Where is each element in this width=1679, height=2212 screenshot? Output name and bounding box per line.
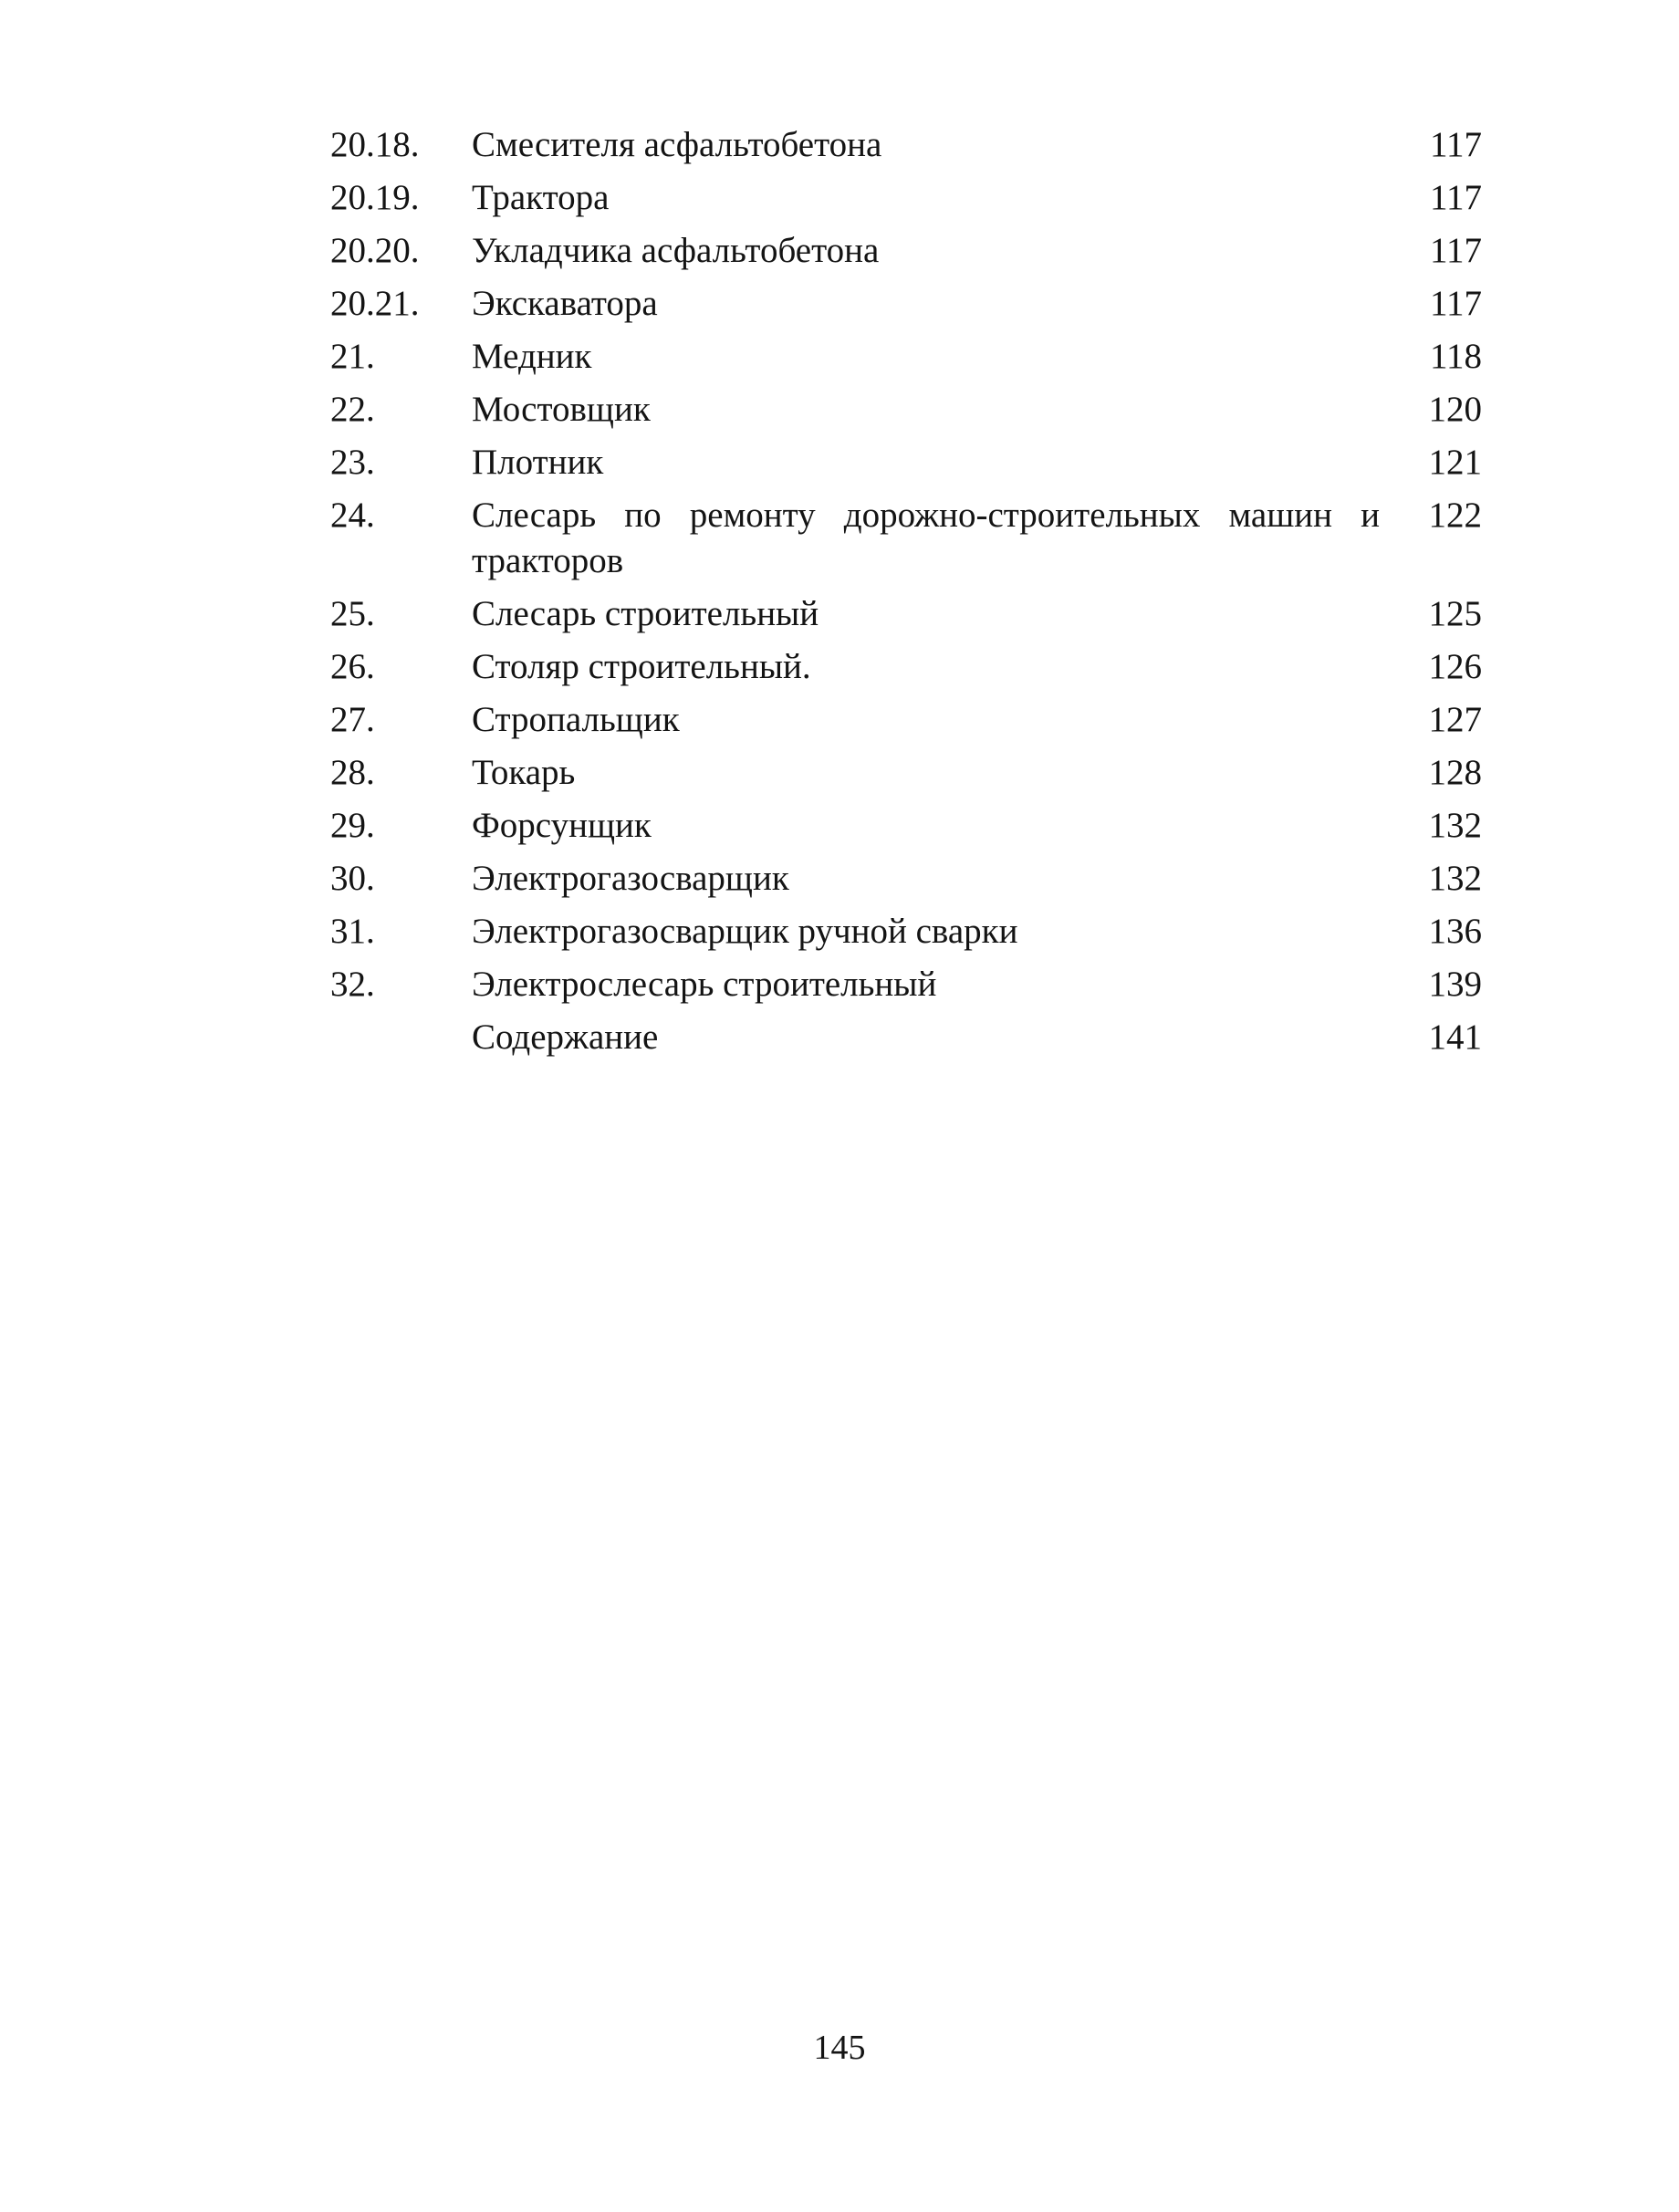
toc-entry-title: Медник	[472, 337, 592, 376]
toc-entry	[330, 277, 1482, 330]
toc-entry-title: Электрослесарь строительный	[472, 965, 937, 1004]
toc-entry-page: 117	[1429, 284, 1482, 323]
toc-entry-page: 125	[1428, 594, 1482, 633]
table-of-contents	[330, 119, 1482, 1064]
toc-entry-number: 20.20.	[330, 231, 420, 270]
toc-entry	[330, 383, 1482, 436]
toc-entry-number: 20.21.	[330, 284, 420, 323]
toc-entry	[330, 436, 1482, 489]
toc-entry-title: Мостовщик	[472, 390, 651, 429]
toc-entry-page: 139	[1428, 965, 1482, 1004]
toc-entry-number: 29.	[330, 806, 375, 845]
toc-entry-page: 120	[1428, 390, 1482, 429]
toc-entry	[330, 1011, 1482, 1064]
toc-entry-page: 132	[1428, 806, 1482, 845]
toc-entry-title: Столяр строительный.	[472, 647, 811, 686]
toc-entry-number: 21.	[330, 337, 375, 376]
toc-entry	[330, 958, 1482, 1011]
toc-entry-page: 117	[1429, 231, 1482, 270]
toc-entry-title: Токарь	[472, 753, 576, 792]
toc-entry-page: 121	[1428, 443, 1482, 482]
toc-entry-page: 136	[1428, 912, 1482, 951]
toc-entry-number: 27.	[330, 700, 375, 739]
toc-entry-title: Плотник	[472, 443, 604, 482]
toc-entry-number: 20.19.	[330, 178, 420, 217]
toc-entry-page: 117	[1429, 125, 1482, 164]
toc-entry-number: 26.	[330, 647, 375, 686]
toc-entry	[330, 119, 1482, 172]
toc-entry-page: 141	[1428, 1017, 1482, 1057]
toc-entry-page: 127	[1428, 700, 1482, 739]
toc-entry	[330, 799, 1482, 852]
toc-entry	[330, 224, 1482, 277]
toc-entry	[330, 588, 1482, 641]
toc-entry-number: 30.	[330, 859, 375, 898]
toc-entry-page: 126	[1428, 647, 1482, 686]
toc-entry-title: Слесарь по ремонту дорожно-строительных машин и тракторов	[472, 496, 1380, 580]
toc-entry-number: 31.	[330, 912, 375, 951]
toc-entry-title: Экскаватора	[472, 284, 658, 323]
toc-entry-page: 128	[1428, 753, 1482, 792]
toc-entry-title: Форсунщик	[472, 806, 652, 845]
toc-entry-number: 20.18.	[330, 125, 420, 164]
toc-entry-page: 122	[1428, 496, 1482, 535]
toc-entry-title: Электрогазосварщик	[472, 859, 789, 898]
toc-entry-title: Укладчика асфальтобетона	[472, 231, 880, 270]
toc-entry	[330, 641, 1482, 694]
toc-entry-title: Трактора	[472, 178, 610, 217]
toc-entry-number: 23.	[330, 443, 375, 482]
toc-entry	[330, 694, 1482, 746]
toc-entry	[330, 172, 1482, 224]
toc-entry	[330, 905, 1482, 958]
toc-entry	[330, 852, 1482, 905]
toc-entry	[330, 489, 1482, 588]
toc-entry-page: 117	[1429, 178, 1482, 217]
toc-entry-number: 24.	[330, 496, 375, 535]
toc-entry-number: 25.	[330, 594, 375, 633]
toc-entry-title: Слесарь строительный	[472, 594, 819, 633]
toc-entry-page: 132	[1428, 859, 1482, 898]
toc-entry-title: Смесителя асфальтобетона	[472, 125, 882, 164]
toc-entry-page: 118	[1429, 337, 1482, 376]
toc-entry-title: Электрогазосварщик ручной сварки	[472, 912, 1018, 951]
toc-entry-title: Содержание	[472, 1017, 659, 1057]
toc-entry-title: Стропальщик	[472, 700, 680, 739]
page-number: 145	[813, 2029, 866, 2067]
toc-entry	[330, 746, 1482, 799]
toc-entry-number: 28.	[330, 753, 375, 792]
toc-entry	[330, 330, 1482, 383]
toc-entry-number: 22.	[330, 390, 375, 429]
toc-entry-number: 32.	[330, 965, 375, 1004]
